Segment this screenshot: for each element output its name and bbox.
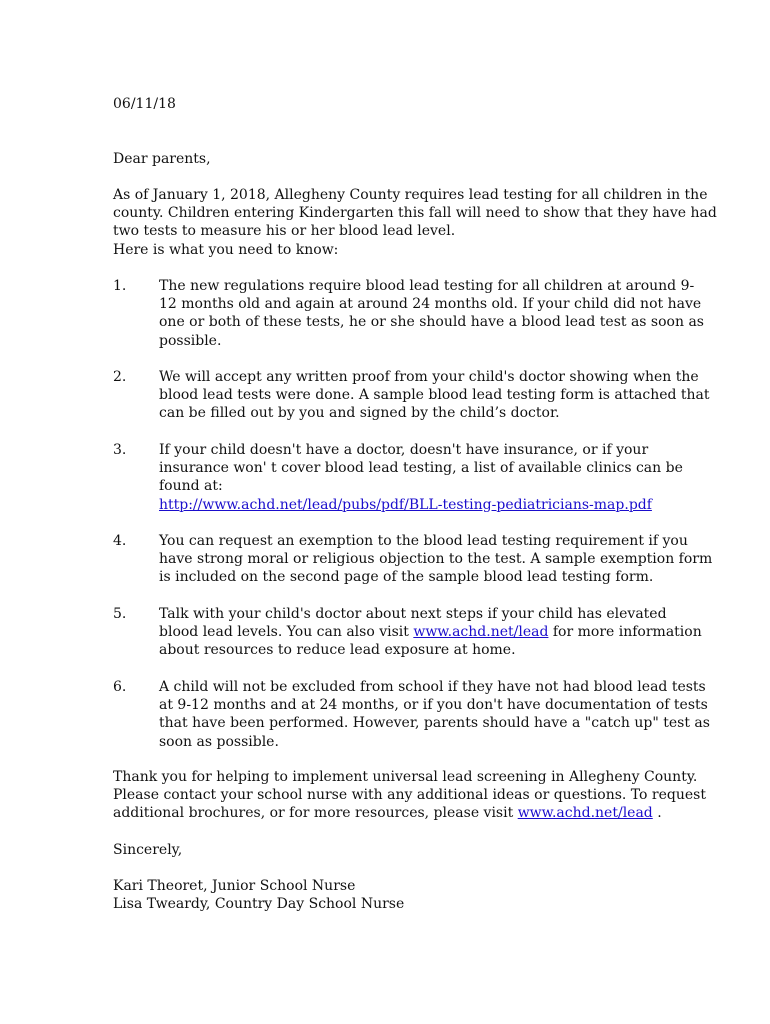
letter-date: 06/11/18 xyxy=(113,96,176,112)
list-item xyxy=(159,277,704,350)
item-number: 1. xyxy=(113,278,127,294)
signature-line: Lisa Tweardy, Country Day School Nurse xyxy=(113,896,405,913)
item-line: can be filled out by you and signed by the child’s doctor. xyxy=(159,405,560,422)
item-line: at 9-12 months and at 24 months, or if you don't have documentation of tests xyxy=(159,697,708,714)
item-line: one or both of these tests, he or she should have a blood lead test as soon as xyxy=(159,314,704,331)
closing-line: Thank you for helping to implement universal lead screening in Allegheny County. xyxy=(113,769,698,785)
item-line: that have been performed. However, parents should have a "catch up" test as xyxy=(159,715,710,732)
closing-line: additional brochures, or for more resources, please visit www.achd.net/lead . xyxy=(113,805,662,822)
salutation: Dear parents, xyxy=(113,151,211,167)
intro-line: As of January 1, 2018, Allegheny County requires lead testing for all children in the xyxy=(113,187,708,203)
item-line: The new regulations require blood lead testing for all children at around 9- xyxy=(159,278,695,294)
item-line: You can request an exemption to the blood lead testing requirement if you xyxy=(159,533,688,549)
closing-line: Please contact your school nurse with any additional ideas or questions. To request xyxy=(113,787,706,804)
achd-lead-link[interactable]: www.achd.net/lead xyxy=(413,624,549,641)
item-line: have strong moral or religious objection to the test. A sample exemption form xyxy=(159,551,713,568)
signature-block xyxy=(113,877,673,913)
closing-paragraph xyxy=(113,768,706,823)
list-item xyxy=(159,441,683,514)
item-line: found at: xyxy=(159,478,223,495)
list-item xyxy=(159,532,713,587)
item-number: 3. xyxy=(113,442,127,458)
clinic-map-link[interactable]: http://www.achd.net/lead/pubs/pdf/BLL-testing-pediatricians-map.pdf xyxy=(159,496,652,513)
signoff: Sincerely, xyxy=(113,842,183,858)
achd-lead-link[interactable]: www.achd.net/lead xyxy=(517,805,653,822)
item-line: We will accept any written proof from your child's doctor showing when the xyxy=(159,369,699,385)
item-line: 12 months old and again at around 24 months old. If your child did not have xyxy=(159,296,702,313)
item-line: Talk with your child's doctor about next steps if your child has elevated xyxy=(159,606,667,622)
item-line: A child will not be excluded from school if they have not had blood lead tests xyxy=(159,679,706,695)
item-line: is included on the second page of the sample blood lead testing form. xyxy=(159,569,654,586)
signature-line: Kari Theoret, Junior School Nurse xyxy=(113,878,356,894)
item-line: If your child doesn't have a doctor, doesn't have insurance, or if your xyxy=(159,442,649,458)
item-number: 5. xyxy=(113,606,127,622)
item-number: 2. xyxy=(113,369,127,385)
item-line: possible. xyxy=(159,332,222,349)
list-item xyxy=(159,368,710,423)
item-line: blood lead tests were done. A sample blood lead testing form is attached that xyxy=(159,387,710,404)
intro-paragraph xyxy=(113,186,717,259)
intro-line: county. Children entering Kindergarten this fall will need to show that they have had xyxy=(113,205,717,222)
intro-line: Here is what you need to know: xyxy=(113,241,339,258)
list-item xyxy=(159,605,702,660)
item-line: soon as possible. xyxy=(159,733,279,750)
item-line: insurance won' t cover blood lead testing, a list of available clinics can be xyxy=(159,460,683,477)
item-line: about resources to reduce lead exposure at home. xyxy=(159,642,516,659)
item-number: 4. xyxy=(113,533,127,549)
intro-line: two tests to measure his or her blood lead level. xyxy=(113,223,456,240)
list-item xyxy=(159,678,710,751)
item-number: 6. xyxy=(113,679,127,695)
item-line: blood lead levels. You can also visit www.achd.net/lead for more information xyxy=(159,624,702,641)
